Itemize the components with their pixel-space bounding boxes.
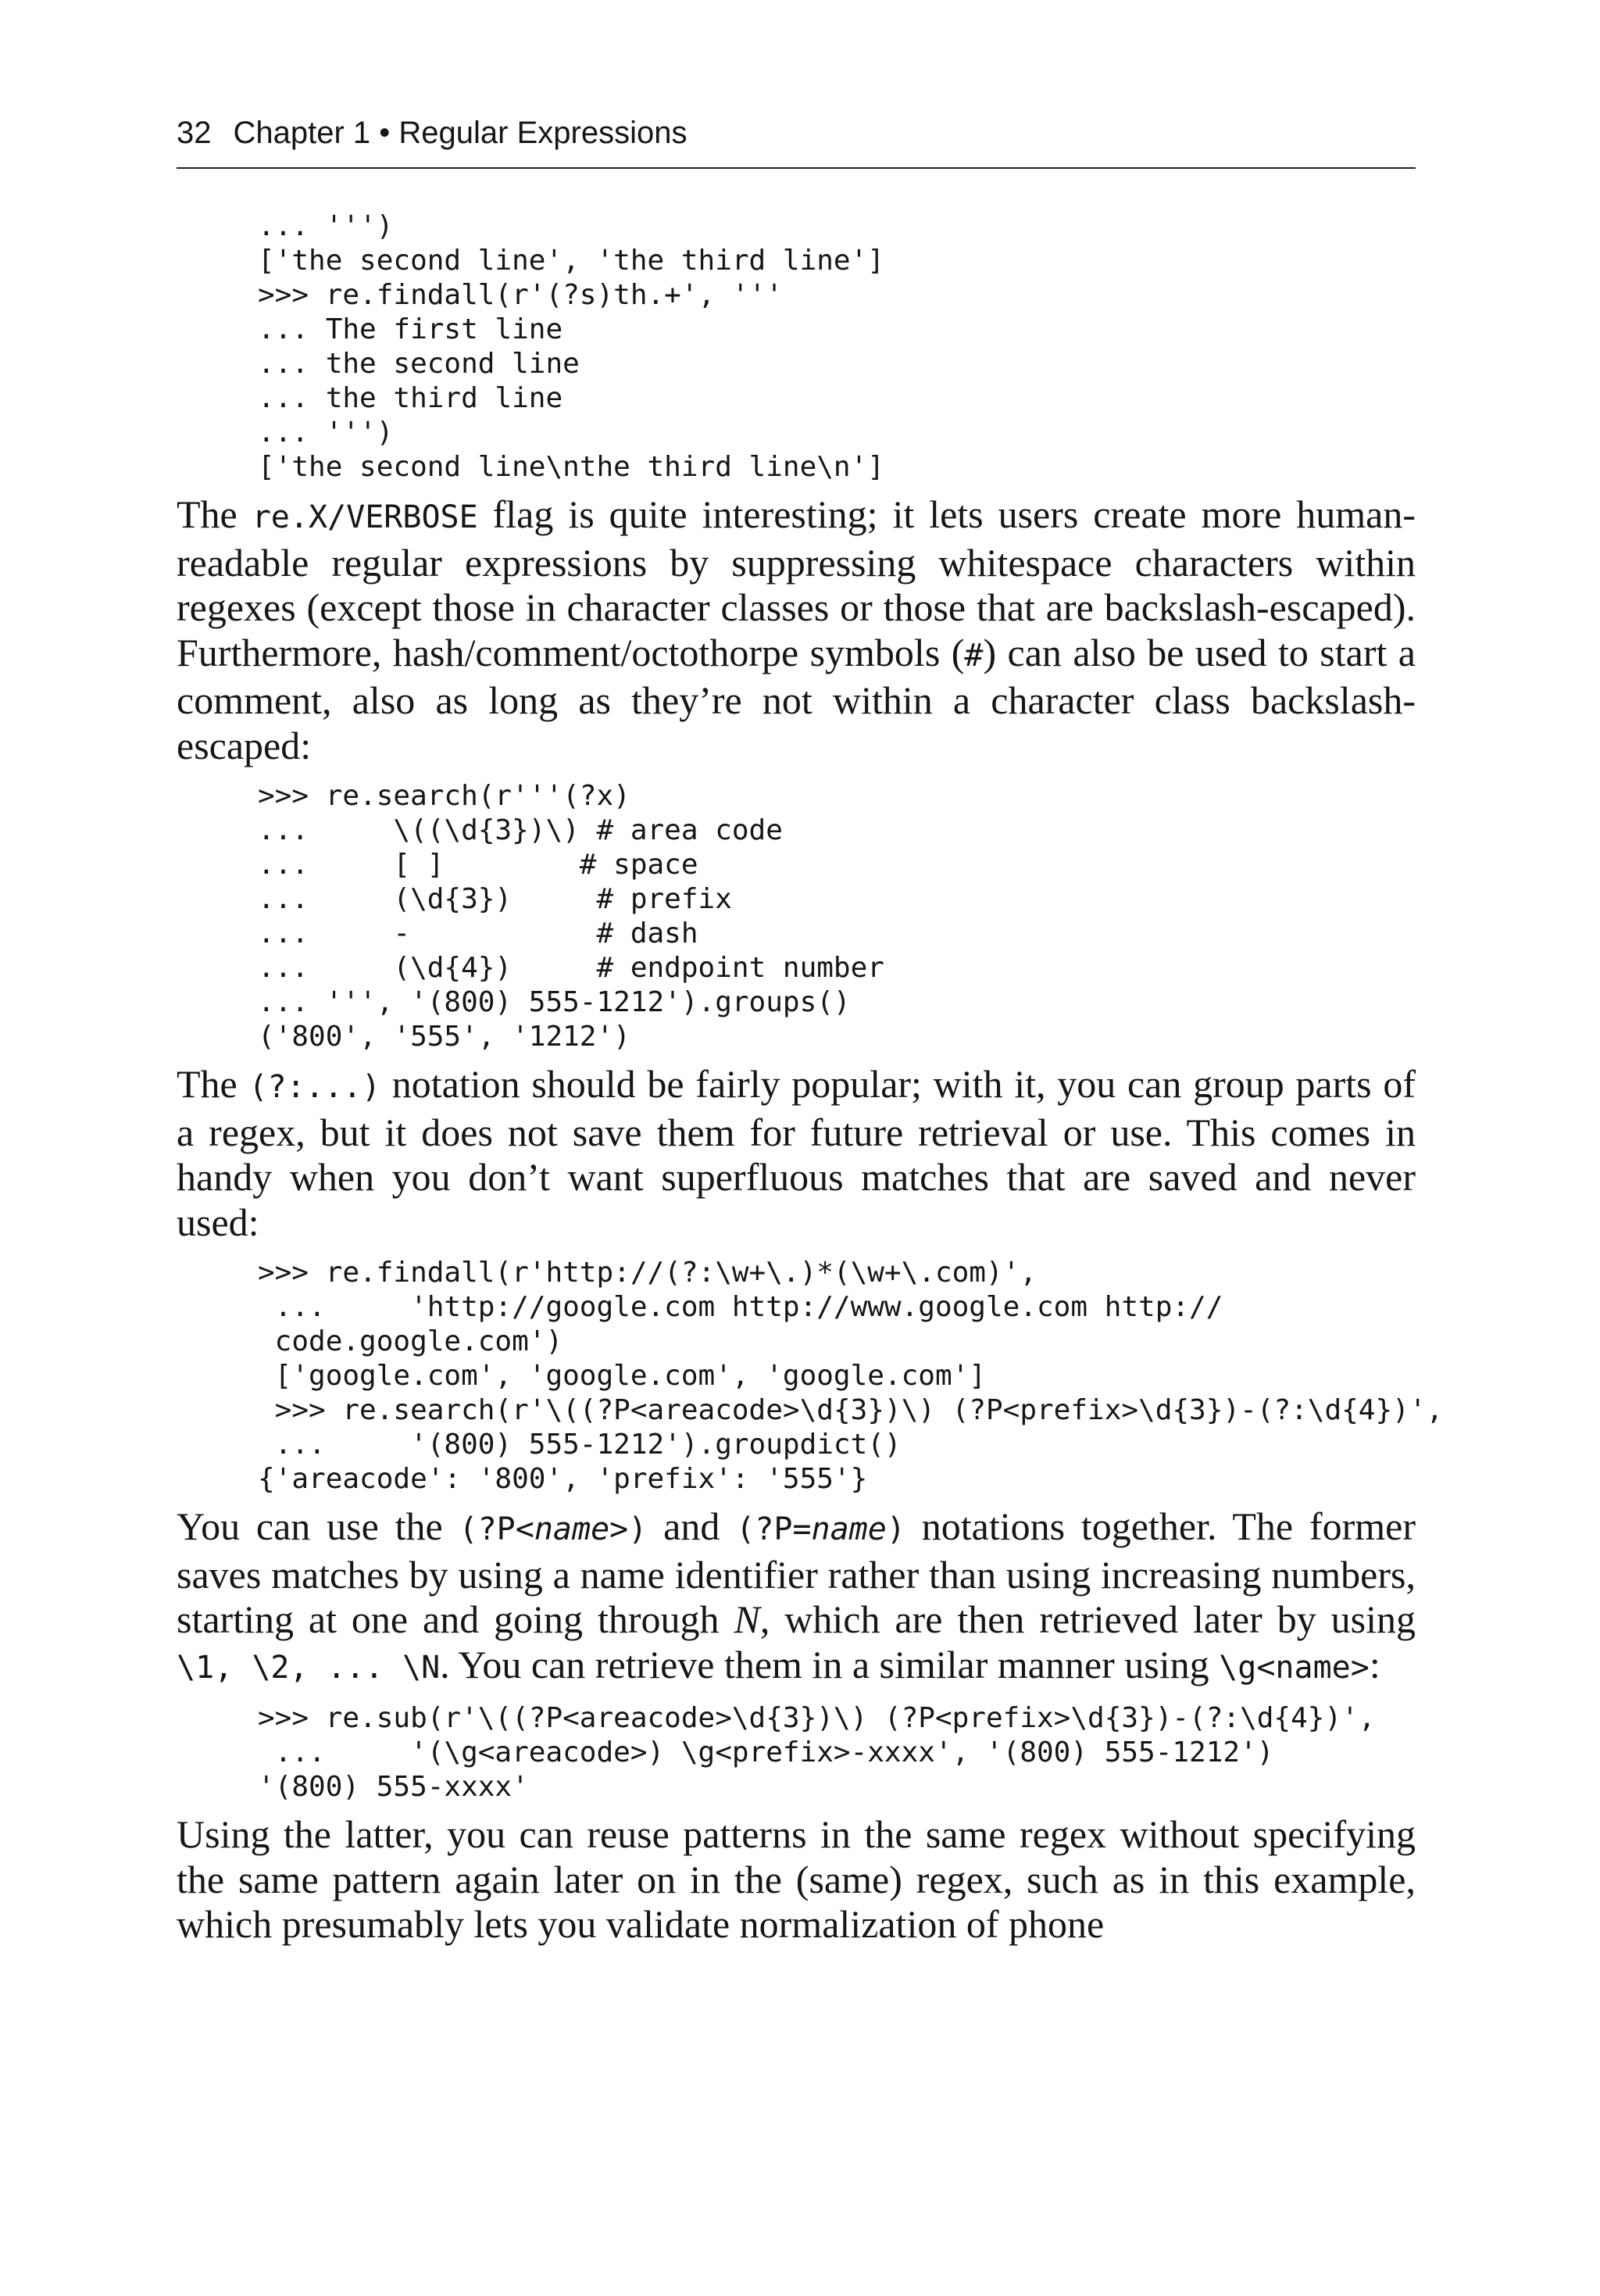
code-part: )	[886, 1511, 905, 1547]
text-run: :	[1369, 1642, 1380, 1686]
inline-code	[736, 1511, 905, 1547]
running-header	[177, 117, 1416, 169]
code-block-findall-groupdict: >>> re.findall(r'http://(?:\w+\.)*(\w+\.com)', ... 'http://google.com http://www.google.com http:// code.google.com') ['google.com', 'google.com', 'google.com'] >>> re.search(r'\((?P<areacode>\d{3})\) (?P<prefix>\d{3})-(?:\d{4})', ... '(800) 555-1212').groupdict() {'areacode': '800', 'prefix': '555'}	[258, 1257, 1444, 1495]
text-run: notation should be fairly popular; with it, you can group parts of a regex, but it does not save them for future retrieval or use. This comes in handy when you don’t want superfluous matches that are saved and never used:	[177, 1062, 1416, 1244]
book-page	[177, 116, 1444, 1947]
chapter-title: Chapter 1 • Regular Expressions	[233, 116, 688, 150]
code-part: (?P<	[459, 1511, 534, 1547]
inline-code: re.X/VERBOSE	[252, 499, 478, 535]
code-block-sub-backreference: >>> re.sub(r'\((?P<areacode>\d{3})\) (?P<prefix>\d{3})-(?:\d{4})', ... '(\g<areacode>) \g<prefix>-xxxx', '(800) 555-1212') '(800) 555-xxxx'	[258, 1702, 1376, 1803]
inline-code: (?:...)	[248, 1069, 381, 1105]
text-run: and	[647, 1504, 737, 1548]
paragraph-verbose-flag	[177, 492, 1416, 768]
paragraph-noncapturing-group	[177, 1062, 1416, 1245]
text-run: notations together. The former saves matches by using a name identifier rather than using increasing numbers, starting at one and going through	[177, 1504, 1416, 1641]
inline-code	[459, 1511, 648, 1547]
text-run: The	[177, 1062, 249, 1106]
code-placeholder: name	[534, 1511, 610, 1547]
inline-code: \1, \2, ... \N	[177, 1649, 441, 1686]
italic-variable: N	[734, 1597, 760, 1641]
code-block-verbose-search: >>> re.search(r'''(?x) ... \((\d{3})\) # area code ... [ ] # space ... (\d{3}) # prefix ... - # dash ... (\d{4}) # endpoint number ... ''', '(800) 555-1212').groups() ('800', '555', '1212')	[258, 780, 884, 1053]
code-placeholder: name	[811, 1511, 887, 1547]
text-run: You can use the	[177, 1504, 459, 1548]
text-run: ) can also be used to start a comment, also as long as they’re not within a character class backslash-escaped:	[177, 630, 1416, 767]
text-run: , which are then retrieved later by using	[759, 1597, 1416, 1641]
paragraph-named-groups	[177, 1504, 1416, 1690]
text-run: flag is quite interesting; it lets users create more human-readable regular expressions by suppressing whitespace characters within regexes (except those in character classes or those that are backslash-escaped). Furthermore, hash/comment/octothorpe symbols (	[177, 492, 1416, 674]
code-block-findall-dotall: ... ''') ['the second line', 'the third line'] >>> re.findall(r'(?s)th.+', ''' ... The first line ... the second line ... the third line ... ''') ['the second line\nthe third line\n']	[258, 210, 884, 483]
inline-code: \g<name>	[1219, 1649, 1370, 1686]
code-part: (?P=	[736, 1511, 812, 1547]
inline-code: #	[964, 637, 984, 674]
code-part: >)	[609, 1511, 648, 1547]
text-run: Using the latter, you can reuse patterns in the same regex without specifying the same pattern again later on in the (same) regex, such as in this example, which presumably lets you validate normalization of phone	[177, 1812, 1416, 1946]
paragraph-reuse-patterns	[177, 1812, 1416, 1947]
text-run: . You can retrieve them in a similar manner using	[440, 1642, 1220, 1686]
page-number: 32	[177, 116, 212, 150]
text-run: The	[177, 492, 252, 536]
